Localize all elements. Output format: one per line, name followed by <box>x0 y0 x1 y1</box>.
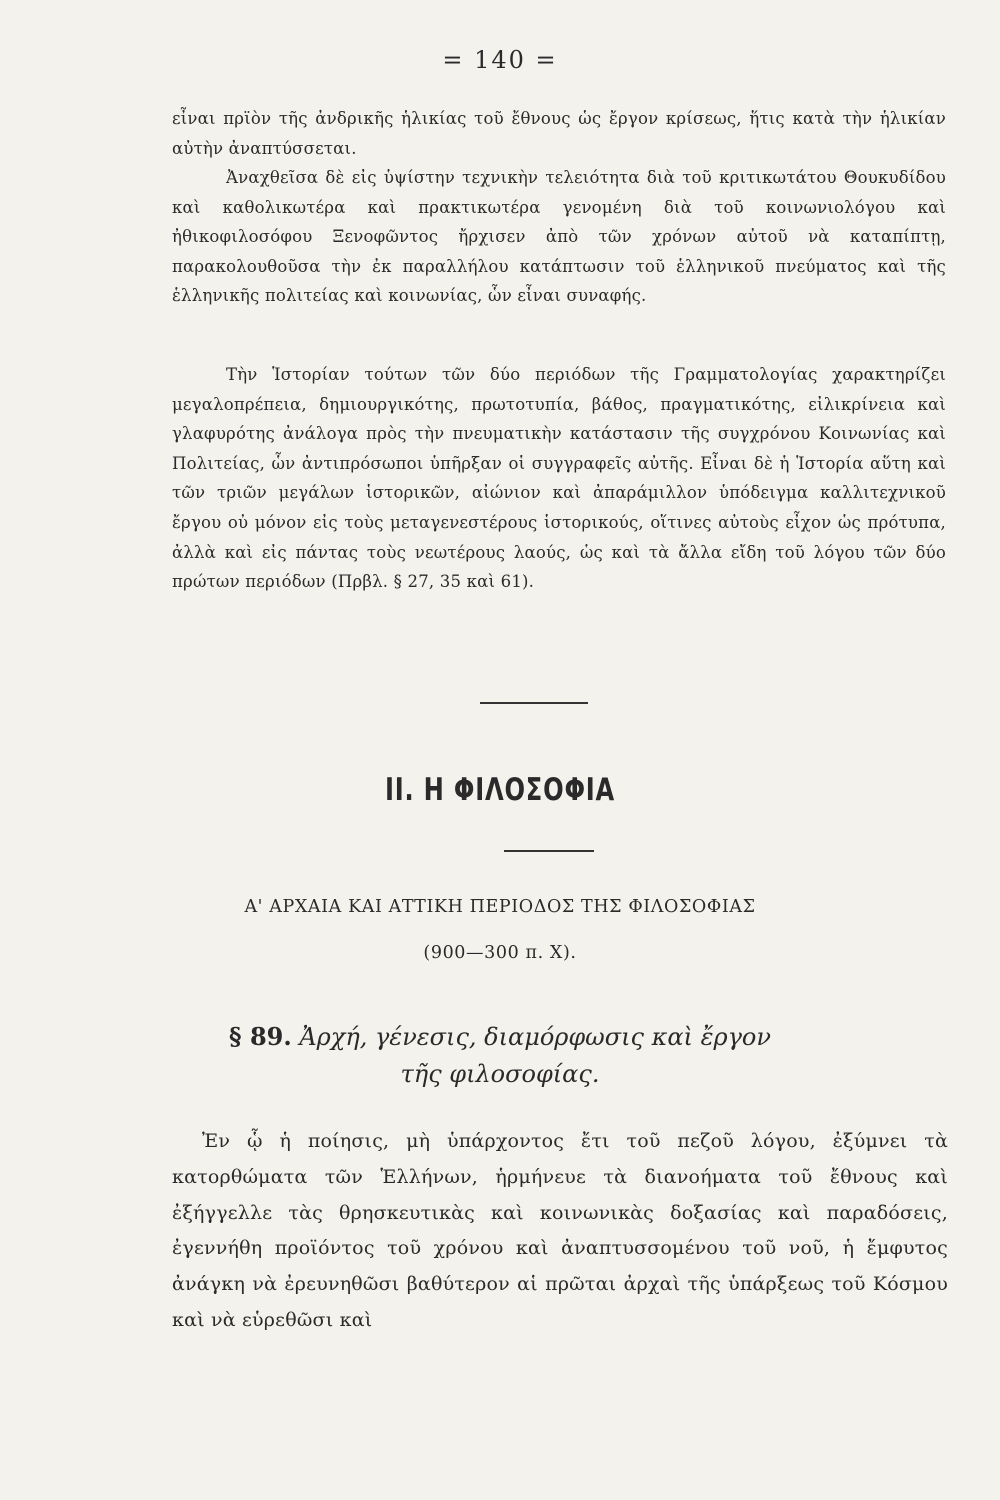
divider-rule-bottom <box>504 850 594 852</box>
paragraph-historiography: Ἀναχθεῖσα δὲ εἰς ὑψίστην τεχνικὴν τελειότητα διὰ τοῦ κριτικωτάτου Θουκυδίδου καὶ καθολικωτέρα καὶ πρακτικωτέρα γενομένη διὰ τοῦ κοινωνιολόγου καὶ ἠθικοφιλοσόφου Ξενοφῶντος ἤρχισεν ἀπὸ τῶν χρόνων αὐτοῦ νὰ καταπίπτῃ, παρακολουθοῦσα τὴν ἐκ παραλλήλου κατάπτωσιν τοῦ ἑλληνικοῦ πνεύματος καὶ τῆς ἑλληνικῆς πολιτείας καὶ κοινωνίας, ὧν εἶναι συναφής. <box>172 168 946 306</box>
paragraph-heading-title-line-1: Ἀρχή, γένεσις, διαμόρφωσις καὶ ἔργον <box>299 1023 771 1051</box>
chapter-heading: II. Η ΦΙΛΟΣΟΦΙΑ <box>384 772 616 808</box>
paragraph-continuation: εἶναι πρϊὸν τῆς ἀνδρικῆς ἡλικίας τοῦ ἔθνους ὡς ἔργον κρίσεως, ἥτις κατὰ τὴν ἡλικίαν αὐτὴν ἀναπτύσσεται. <box>172 109 946 158</box>
paragraph-heading-line-1 <box>0 1018 1000 1056</box>
page-number: = 140 = <box>442 46 558 74</box>
paragraph-history-characteristics: Τὴν Ἱστορίαν τούτων τῶν δύο περιόδων τῆς Γραμματολογίας χαρακτηρίζει μεγαλοπρέπεια, δημιουργικότης, πρωτοτυπία, βάθος, πραγματικότης, εἰλικρίνεια καὶ γλαφυρότης ἀνάλογα πρὸς τὴν πνευματικὴν κατάστασιν τῆς συγχρόνου Κοινωνίας καὶ Πολιτείας, ὧν ἀντιπρόσωποι ὑπῆρξαν οἱ συγγραφεῖς αὐτῆς. Εἶναι δὲ ἡ Ἱστορία αὕτη καὶ τῶν τριῶν μεγάλων ἱστορικῶν, αἰώνιον καὶ ἀπαράμιλλον ὑπόδειγμα καλλιτεχνικοῦ ἔργου οὐ μόνον εἰς τοὺς μεταγενεστέρους ἱστορικούς, οἵτινες αὐτοὺς εἶχον ὡς πρότυπα, ἀλλὰ καὶ εἰς πάντας τοὺς νεωτέρους λαούς, ὡς καὶ τὰ ἄλλα εἴδη τοῦ λόγου τῶν δύο πρώτων περιόδων (Πρβλ. § 27, 35 καὶ 61). <box>172 365 946 592</box>
section-title: Α' ΑΡΧΑΙΑ ΚΑΙ ΑΤΤΙΚΗ ΠΕΡΙΟΔΟΣ ΤΗΣ ΦΙΛΟΣΟΦΙΑΣ <box>244 897 756 917</box>
divider-rule-top <box>480 702 588 704</box>
section-dates: (900—300 π. Χ). <box>423 943 577 963</box>
paragraph-heading-title-line-2: τῆς φιλοσοφίας. <box>400 1060 600 1088</box>
paragraph-heading-number: § 89. <box>229 1022 292 1051</box>
paragraph-heading <box>0 1018 1000 1093</box>
paragraph-philosophy-origin: Ἐν ᾧ ἡ ποίησις, μὴ ὑπάρχοντος ἔτι τοῦ πεζοῦ λόγου, ἐξύμνει τὰ κατορθώματα τῶν Ἑλλήνων, ἡρμήνευε τὰ διανοήματα τοῦ ἔθνους καὶ ἐξήγγελλε τὰς θρησκευτικὰς καὶ κοινωνικὰς δοξασίας καὶ παραδόσεις, ἐγεννήθη προϊόντος τοῦ χρόνου καὶ ἀναπτυσσομένου τοῦ νοῦ, ἡ ἔμφυτος ἀνάγκη νὰ ἐρευνηθῶσι βαθύτερον αἱ πρῶται ἀρχαὶ τῆς ὑπάρξεως τοῦ Κόσμου καὶ νὰ εὑρεθῶσι καὶ <box>172 1130 948 1331</box>
